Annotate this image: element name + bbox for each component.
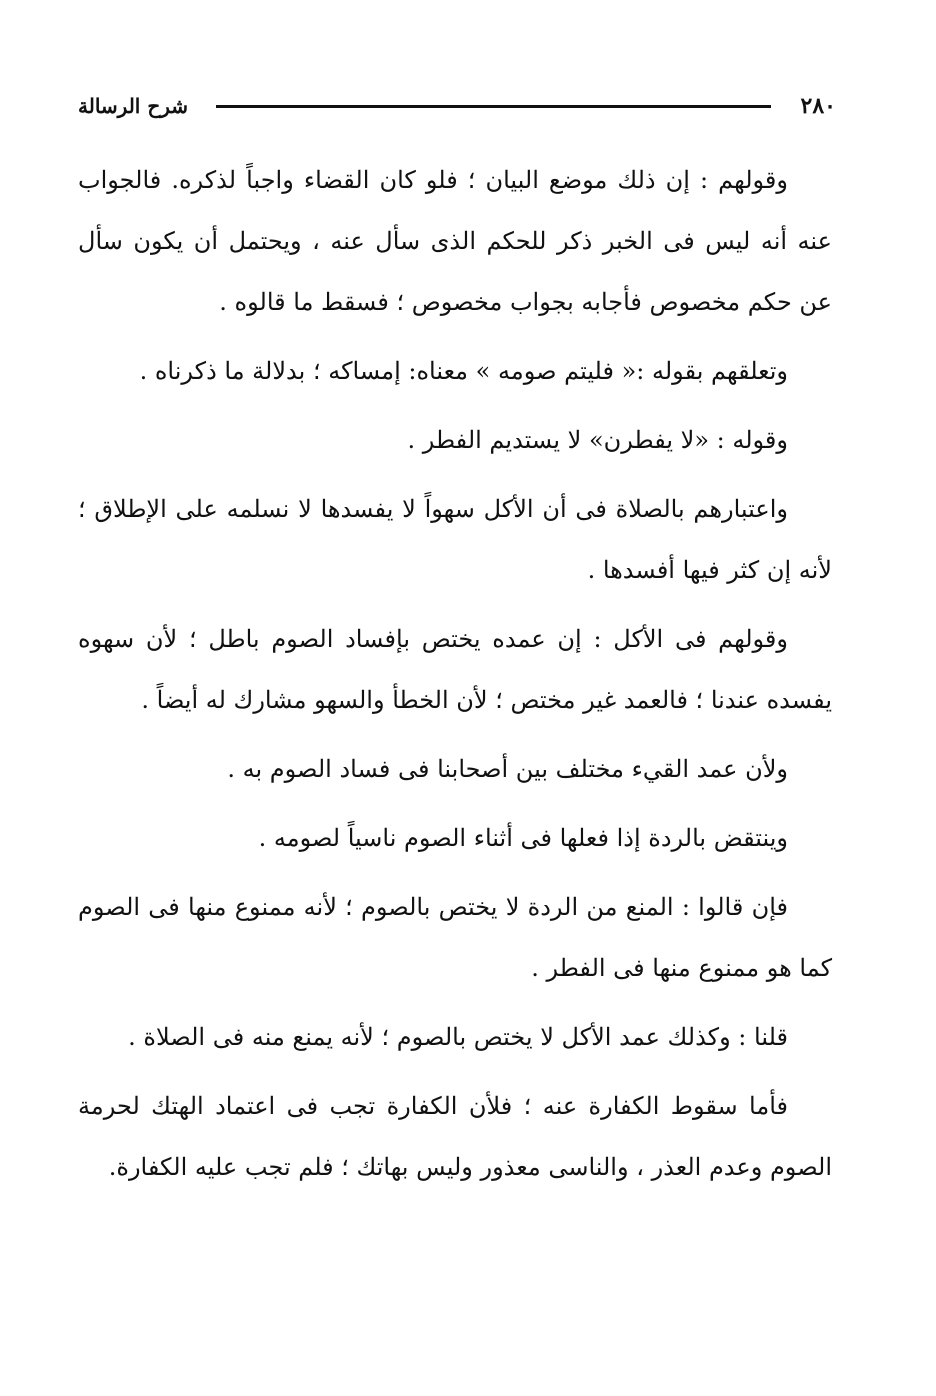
- running-title: شرح الرسالة: [78, 94, 189, 118]
- paragraph: فأما سقوط الكفارة عنه ؛ فلأن الكفارة تجب فى اعتماد الهتك لحرمة الصوم وعدم العذر ، والناسى معذور وليس بهاتك ؛ فلم تجب عليه الكفارة.: [78, 1092, 832, 1181]
- paragraph: وينتقض بالردة إذا فعلها فى أثناء الصوم ناسياً لصومه .: [258, 824, 788, 852]
- page-body: [78, 150, 832, 1206]
- paragraph: فإن قالوا : المنع من الردة لا يختص بالصوم ؛ لأنه ممنوع منها فى الصوم كما هو ممنوع منها فى الفطر .: [78, 893, 832, 982]
- paragraph: وقولهم : إن ذلك موضع البيان ؛ فلو كان القضاء واجباً لذكره. فالجواب عنه أنه ليس فى الخبر ذكر للحكم الذى سأل عنه ، ويحتمل أن يكون سأل عن حكم مخصوص فأجابه بجواب مخصوص ؛ فسقط ما قالوه .: [78, 166, 832, 316]
- header-rule: [216, 105, 771, 108]
- paragraph: واعتبارهم بالصلاة فى أن الأكل سهواً لا يفسدها لا نسلمه على الإطلاق ؛ لأنه إن كثر فيها أفسدها .: [78, 495, 832, 584]
- page-number: ٢٨٠: [800, 93, 836, 119]
- paragraph: وقوله : «لا يفطرن» لا يستديم الفطر .: [407, 426, 788, 454]
- paragraph: قلنا : وكذلك عمد الأكل لا يختص بالصوم ؛ لأنه يمنع منه فى الصلاة .: [128, 1023, 788, 1051]
- paragraph: وقولهم فى الأكل : إن عمده يختص بإفساد الصوم باطل ؛ لأن سهوه يفسده عندنا ؛ فالعمد غير مختص ؛ لأن الخطأ والسهو مشارك له أيضاً .: [78, 625, 832, 714]
- paragraph: وتعلقهم بقوله :« فليتم صومه » معناه: إمساكه ؛ بدلالة ما ذكرناه .: [139, 357, 788, 385]
- page-header: [78, 86, 836, 126]
- paragraph: ولأن عمد القيء مختلف بين أصحابنا فى فساد الصوم به .: [227, 755, 788, 783]
